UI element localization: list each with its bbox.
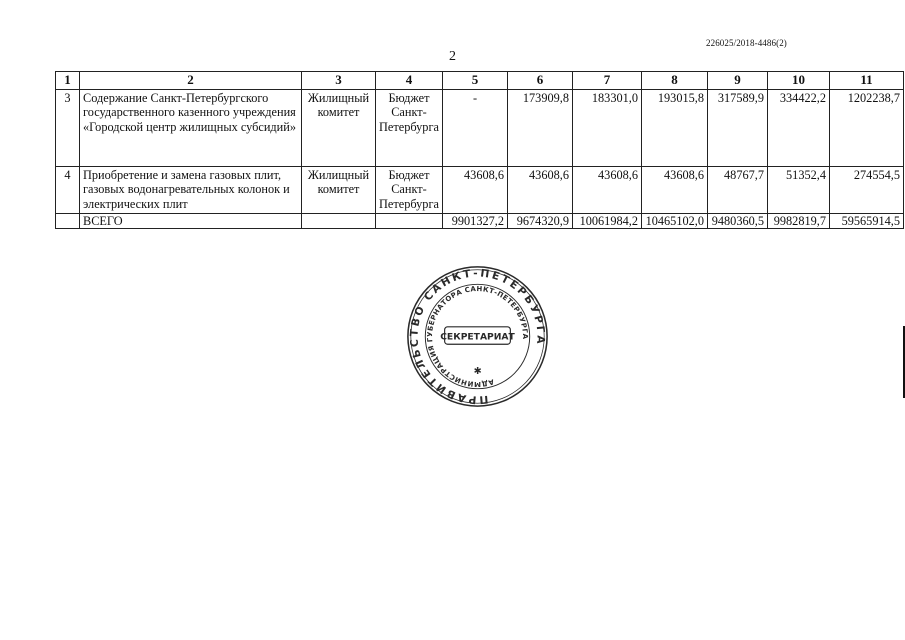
total-value: 9982819,7	[768, 213, 830, 229]
row-value: 43608,6	[642, 166, 708, 213]
table-header-row	[56, 72, 904, 90]
seal-star-icon: ✱	[473, 366, 482, 378]
row-name: Содержание Санкт-Петербургского государственного казенного учреждения «Городской центр жилищных субсидий»	[80, 89, 302, 166]
column-header: 9	[708, 72, 768, 90]
row-executor: Жилищный комитет	[302, 166, 376, 213]
column-header: 8	[642, 72, 708, 90]
column-header: 7	[573, 72, 642, 90]
seal-outer-text: ПРАВИТЕЛЬСТВО САНКТ-ПЕТЕРБУРГА	[407, 266, 548, 407]
row-value: 1202238,7	[830, 89, 904, 166]
row-value: -	[443, 89, 508, 166]
table-row	[56, 166, 904, 213]
row-name: Приобретение и замена газовых плит, газовых водонагревательных колонок и электрических плит	[80, 166, 302, 213]
column-header: 1	[56, 72, 80, 90]
column-header: 2	[80, 72, 302, 90]
empty-cell	[376, 213, 443, 229]
row-index: 4	[56, 166, 80, 213]
row-value: 334422,2	[768, 89, 830, 166]
total-value: 10061984,2	[573, 213, 642, 229]
column-header: 11	[830, 72, 904, 90]
column-header: 4	[376, 72, 443, 90]
total-value: 59565914,5	[830, 213, 904, 229]
total-value: 9901327,2	[443, 213, 508, 229]
row-value: 317589,9	[708, 89, 768, 166]
page-number: 2	[449, 49, 456, 64]
row-value: 43608,6	[443, 166, 508, 213]
column-header: 6	[508, 72, 573, 90]
total-label: ВСЕГО	[80, 213, 302, 229]
column-header: 10	[768, 72, 830, 90]
row-index: 3	[56, 89, 80, 166]
table-row	[56, 89, 904, 166]
row-executor: Жилищный комитет	[302, 89, 376, 166]
total-value: 9480360,5	[708, 213, 768, 229]
official-seal	[405, 264, 550, 409]
total-value: 10465102,0	[642, 213, 708, 229]
row-source: Бюджет Санкт-Петербурга	[376, 166, 443, 213]
row-value: 48767,7	[708, 166, 768, 213]
total-row	[56, 213, 904, 229]
row-source: Бюджет Санкт-Петербурга	[376, 89, 443, 166]
seal-center-text: СЕКРЕТАРИАТ	[440, 331, 515, 343]
row-value: 43608,6	[573, 166, 642, 213]
row-value: 43608,6	[508, 166, 573, 213]
budget-table	[55, 71, 904, 229]
empty-cell	[302, 213, 376, 229]
row-value: 173909,8	[508, 89, 573, 166]
row-value: 274554,5	[830, 166, 904, 213]
column-header: 3	[302, 72, 376, 90]
row-value: 183301,0	[573, 89, 642, 166]
seal-inner-text: АДМИНИСТРАЦИЯ ГУБЕРНАТОРА САНКТ-ПЕТЕРБУРГА	[425, 284, 529, 388]
document-number: 226025/2018-4486(2)	[706, 38, 787, 48]
empty-cell	[56, 213, 80, 229]
column-header: 5	[443, 72, 508, 90]
row-value: 193015,8	[642, 89, 708, 166]
total-value: 9674320,9	[508, 213, 573, 229]
row-value: 51352,4	[768, 166, 830, 213]
